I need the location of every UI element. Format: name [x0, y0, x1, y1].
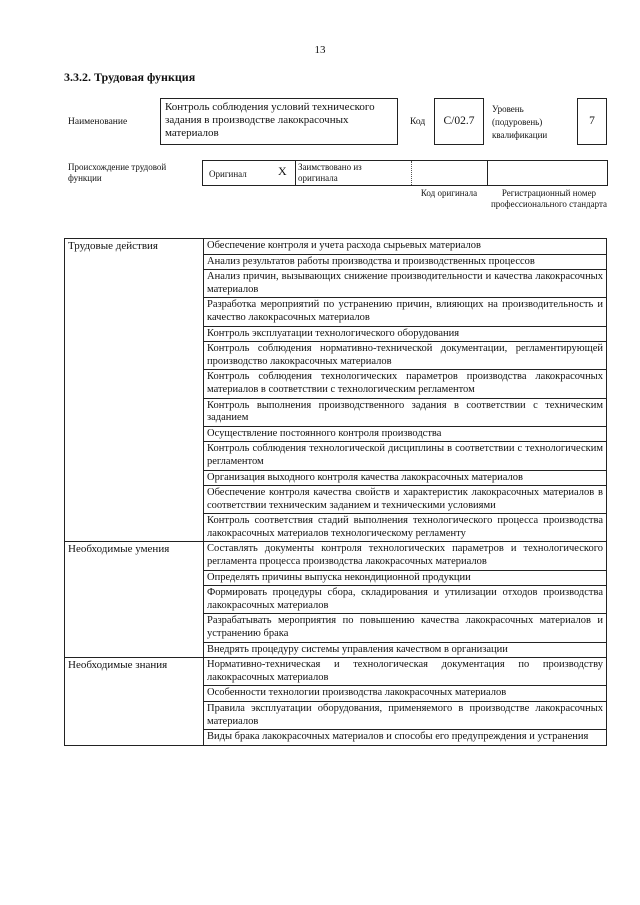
item-cell: Контроль соответствия стадий выполнения технологического процесса производства лакокрасочных материалов технологическому регламенту	[204, 514, 607, 542]
level-label: Уровень (подуровень) квалификации	[492, 104, 548, 140]
section-spacer-cell	[65, 730, 204, 746]
section-title-cell: Необходимые знания	[65, 658, 204, 686]
section-spacer-cell	[65, 370, 204, 398]
table-row	[65, 270, 607, 298]
table-row	[65, 514, 607, 542]
section-spacer-cell	[65, 486, 204, 514]
table-row	[65, 470, 607, 486]
table-row	[65, 342, 607, 370]
section-spacer-cell	[65, 298, 204, 326]
table-row	[65, 486, 607, 514]
item-cell: Контроль эксплуатации технологического оборудования	[204, 326, 607, 342]
table-row	[65, 586, 607, 614]
section-spacer-cell	[65, 470, 204, 486]
item-cell: Нормативно-техническая и технологическая документация по производству лакокрасочных материалов	[204, 658, 607, 686]
section-spacer-cell	[65, 570, 204, 586]
table-row	[65, 542, 607, 570]
original-mark: X	[278, 164, 287, 178]
reg-number-label: Регистрационный номер профессионального стандарта	[490, 188, 608, 209]
section-spacer-cell	[65, 514, 204, 542]
table-row	[65, 442, 607, 470]
original-label: Оригинал	[209, 169, 247, 179]
code-label: Код	[410, 117, 426, 127]
origin-box	[202, 160, 608, 186]
item-cell: Формировать процедуры сбора, складирования и утилизации отходов производства лакокрасочных материалов	[204, 586, 607, 614]
table-row	[65, 370, 607, 398]
origin-divider-3	[487, 161, 488, 185]
table-row	[65, 614, 607, 642]
item-cell: Контроль соблюдения технологической дисциплины в соответствии с технологическим регламентом	[204, 442, 607, 470]
function-details-table	[64, 238, 607, 746]
section-title-cell: Необходимые умения	[65, 542, 204, 570]
item-cell: Составлять документы контроля технологических параметров и технологического регламента процесса производства лакокрасочных материалов	[204, 542, 607, 570]
section-spacer-cell	[65, 642, 204, 658]
section-title-cell: Трудовые действия	[65, 239, 204, 255]
origin-label: Происхождение трудовой функции	[68, 162, 167, 183]
section-spacer-cell	[65, 426, 204, 442]
table-row	[65, 642, 607, 658]
item-cell: Обеспечение контроля и учета расхода сырьевых материалов	[204, 239, 607, 255]
table-row	[65, 426, 607, 442]
table-row	[65, 398, 607, 426]
function-name-box	[160, 98, 398, 145]
level-value: 7	[589, 115, 595, 127]
table-row	[65, 298, 607, 326]
item-cell: Контроль соблюдения нормативно-технической документации, регламентирующей производство лакокрасочных материалов	[204, 342, 607, 370]
section-spacer-cell	[65, 614, 204, 642]
section-spacer-cell	[65, 342, 204, 370]
item-cell: Анализ результатов работы производства и производственных процессов	[204, 254, 607, 270]
table-row	[65, 239, 607, 255]
table-row	[65, 730, 607, 746]
item-cell: Контроль выполнения производственного задания в соответствии с техническим заданием	[204, 398, 607, 426]
table-row	[65, 254, 607, 270]
borrowed-label: Заимствовано из оригинала	[298, 162, 362, 183]
item-cell: Обеспечение контроля качества свойств и характеристик лакокрасочных материалов в соответствии техническим заданием и техническими условиями	[204, 486, 607, 514]
item-cell: Анализ причин, вызывающих снижение производительности и качества лакокрасочных материалов	[204, 270, 607, 298]
function-name-value: Контроль соблюдения условий технического задания в производстве лакокрасочных материалов	[165, 101, 375, 139]
section-spacer-cell	[65, 398, 204, 426]
name-label: Наименование	[68, 117, 128, 127]
item-cell: Разработка мероприятий по устранению причин, влияющих на производительность и качество лакокрасочных материалов	[204, 298, 607, 326]
origin-divider-2	[411, 161, 412, 185]
section-spacer-cell	[65, 442, 204, 470]
item-cell: Контроль соблюдения технологических параметров производства лакокрасочных материалов в соответствии с технологическим регламентом	[204, 370, 607, 398]
page-number: 13	[314, 44, 326, 56]
level-box	[577, 98, 607, 145]
code-value: С/02.7	[443, 115, 475, 127]
section-spacer-cell	[65, 686, 204, 702]
table-row	[65, 326, 607, 342]
item-cell: Разрабатывать мероприятия по повышению качества лакокрасочных материалов и устранению брака	[204, 614, 607, 642]
item-cell: Внедрять процедуру системы управления качеством в организации	[204, 642, 607, 658]
item-cell: Виды брака лакокрасочных материалов и способы его предупреждения и устранения	[204, 730, 607, 746]
code-original-label: Код оригинала	[420, 188, 478, 198]
item-cell: Осуществление постоянного контроля производства	[204, 426, 607, 442]
section-spacer-cell	[65, 586, 204, 614]
section-spacer-cell	[65, 702, 204, 730]
section-spacer-cell	[65, 254, 204, 270]
table-row	[65, 686, 607, 702]
section-title: 3.3.2. Трудовая функция	[64, 70, 196, 84]
item-cell: Организация выходного контроля качества лакокрасочных материалов	[204, 470, 607, 486]
origin-divider-1	[295, 161, 296, 185]
item-cell: Особенности технологии производства лакокрасочных материалов	[204, 686, 607, 702]
table-row	[65, 658, 607, 686]
table-row	[65, 570, 607, 586]
item-cell: Определять причины выпуска некондиционной продукции	[204, 570, 607, 586]
code-box	[434, 98, 484, 145]
table-row	[65, 702, 607, 730]
item-cell: Правила эксплуатации оборудования, применяемого в производстве лакокрасочных материалов	[204, 702, 607, 730]
section-spacer-cell	[65, 270, 204, 298]
section-spacer-cell	[65, 326, 204, 342]
